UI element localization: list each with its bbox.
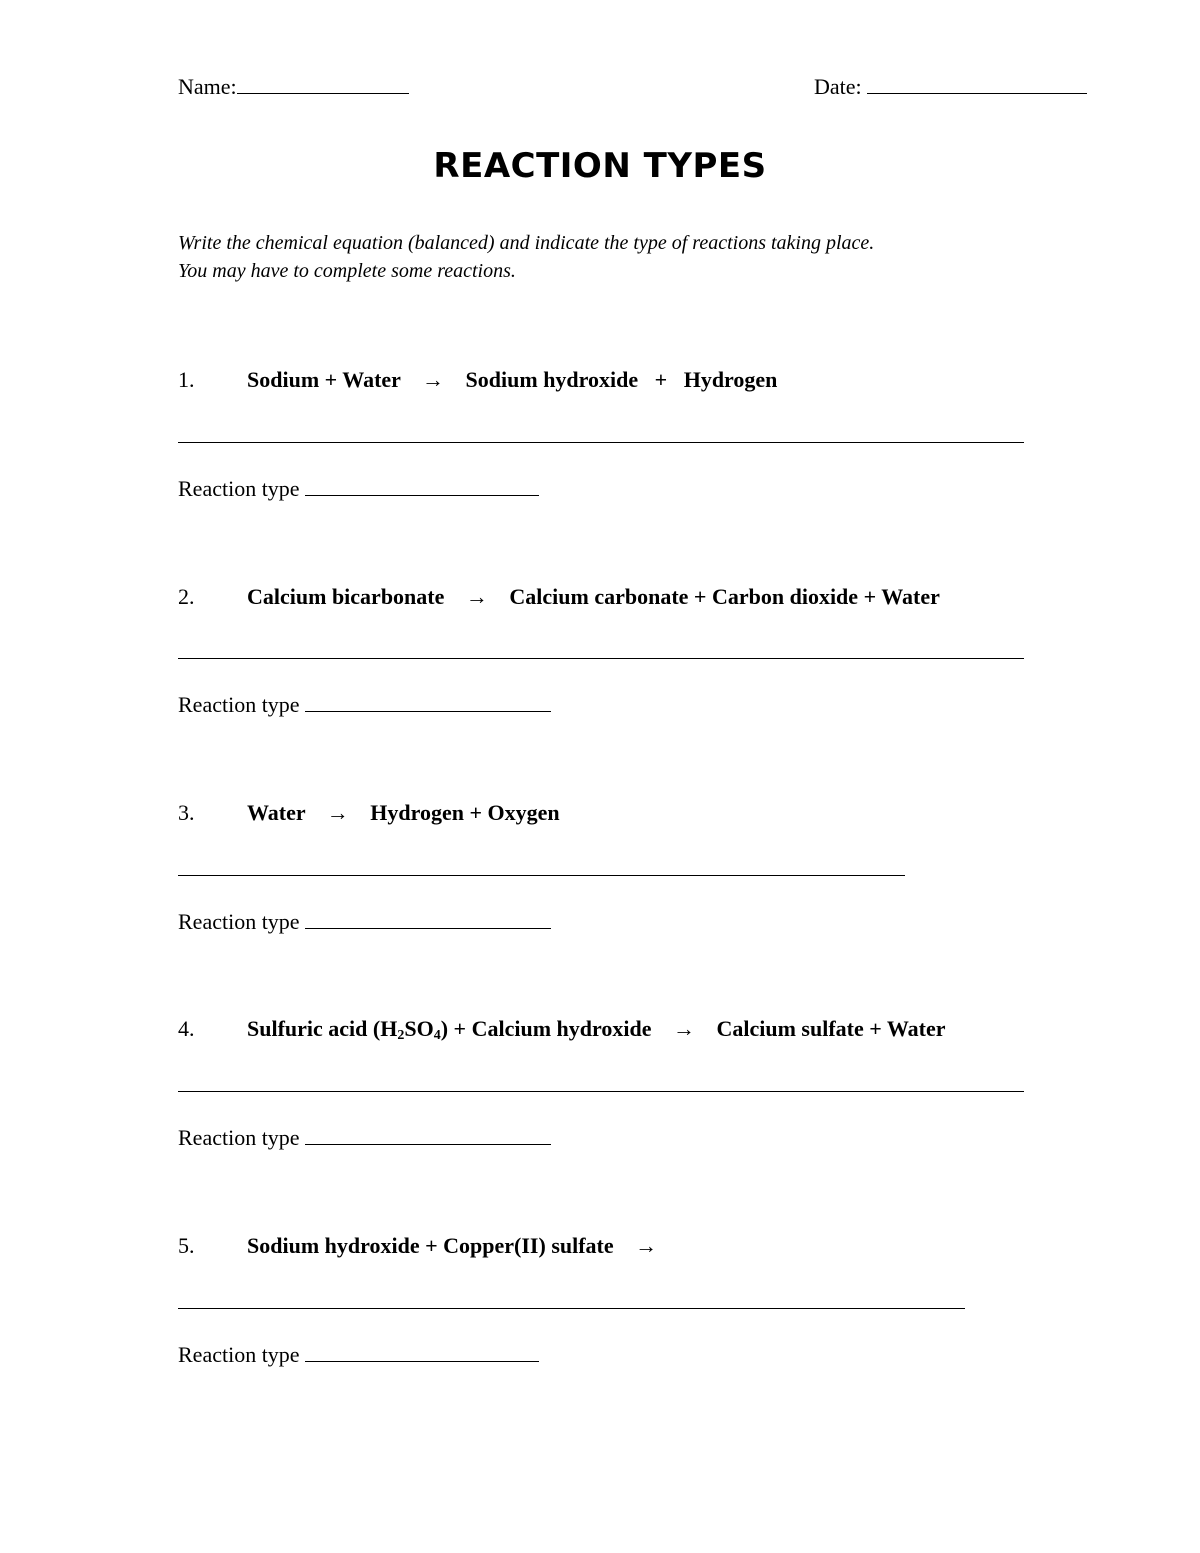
answer-line[interactable]: [178, 875, 905, 876]
reaction-type-label: Reaction type: [178, 909, 300, 934]
reaction-type-field: [178, 909, 551, 935]
product: Calcium sulfate: [716, 1016, 864, 1041]
product: Carbon dioxide: [711, 584, 859, 609]
question-number: 2.: [178, 584, 195, 609]
reactant: Sodium: [247, 367, 320, 392]
reactant: Water: [342, 367, 401, 392]
reaction-arrow: →: [326, 800, 349, 825]
reaction-arrow: →: [635, 1233, 658, 1258]
reaction-type-blank[interactable]: [305, 693, 551, 712]
reactant: Calcium bicarbonate: [247, 584, 445, 609]
reactant: Copper(II) sulfate: [443, 1233, 614, 1258]
product: Water: [886, 1016, 946, 1041]
answer-line[interactable]: [178, 442, 1024, 443]
reactant: Calcium hydroxide: [471, 1016, 652, 1041]
reaction-arrow: →: [422, 367, 445, 392]
plus-sign: +: [425, 1233, 444, 1258]
reaction-type-field: [178, 692, 551, 718]
question-number: 5.: [178, 1233, 195, 1258]
reaction-type-blank[interactable]: [305, 910, 551, 929]
date-label: Date:: [814, 74, 862, 99]
reaction-type-label: Reaction type: [178, 692, 300, 717]
reaction-type-blank[interactable]: [305, 1343, 539, 1362]
product: Hydrogen: [683, 367, 778, 392]
product: Calcium carbonate: [509, 584, 689, 609]
reaction-type-field: [178, 1125, 551, 1151]
reaction-type-blank[interactable]: [305, 1126, 551, 1145]
product: Sodium hydroxide: [465, 367, 639, 392]
product: Water: [881, 584, 940, 609]
date-blank[interactable]: [867, 75, 1087, 94]
reaction-type-field: [178, 476, 539, 502]
question-number: 3.: [178, 800, 195, 825]
plus-sign: +: [453, 1016, 472, 1041]
reaction-arrow: →: [465, 584, 488, 609]
reactant-sulfuric-acid: Sulfuric acid $(H_2SO_4)$: [247, 1016, 449, 1043]
question-3-reaction: [247, 800, 560, 826]
instructions-line-2: You may have to complete some reactions.: [178, 260, 516, 282]
plus-sign: +: [643, 367, 679, 392]
page-title: REACTION TYPES: [433, 146, 767, 186]
product: Hydrogen: [370, 800, 464, 825]
answer-line[interactable]: [178, 1091, 1024, 1092]
reaction-type-label: Reaction type: [178, 1342, 300, 1367]
question-1-reaction: [247, 367, 777, 393]
reaction-type-label: Reaction type: [178, 476, 300, 501]
reaction-arrow: →: [672, 1016, 695, 1041]
plus-sign: +: [469, 800, 488, 825]
answer-line[interactable]: [178, 658, 1024, 659]
question-number: 1.: [178, 367, 195, 392]
plus-sign: +: [869, 1016, 887, 1041]
plus-sign: +: [863, 584, 882, 609]
reactant: Sodium hydroxide: [247, 1233, 420, 1258]
name-blank[interactable]: [237, 75, 409, 94]
reaction-type-field: [178, 1342, 539, 1368]
name-label: Name:: [178, 74, 237, 99]
product: Oxygen: [487, 800, 560, 825]
question-5-reaction: [247, 1233, 673, 1259]
date-field: [814, 74, 1087, 100]
question-2-reaction: [247, 584, 940, 610]
plus-sign: +: [324, 367, 343, 392]
question-number: 4.: [178, 1016, 195, 1041]
reaction-type-blank[interactable]: [305, 477, 539, 496]
plus-sign: +: [693, 584, 712, 609]
question-4-reaction: [247, 1016, 946, 1042]
reactant: Water: [247, 800, 306, 825]
name-field: [178, 74, 409, 100]
instructions-line-1: Write the chemical equation (balanced) and indicate the type of reactions taking place.: [178, 232, 875, 254]
reaction-type-label: Reaction type: [178, 1125, 300, 1150]
answer-line[interactable]: [178, 1308, 965, 1309]
